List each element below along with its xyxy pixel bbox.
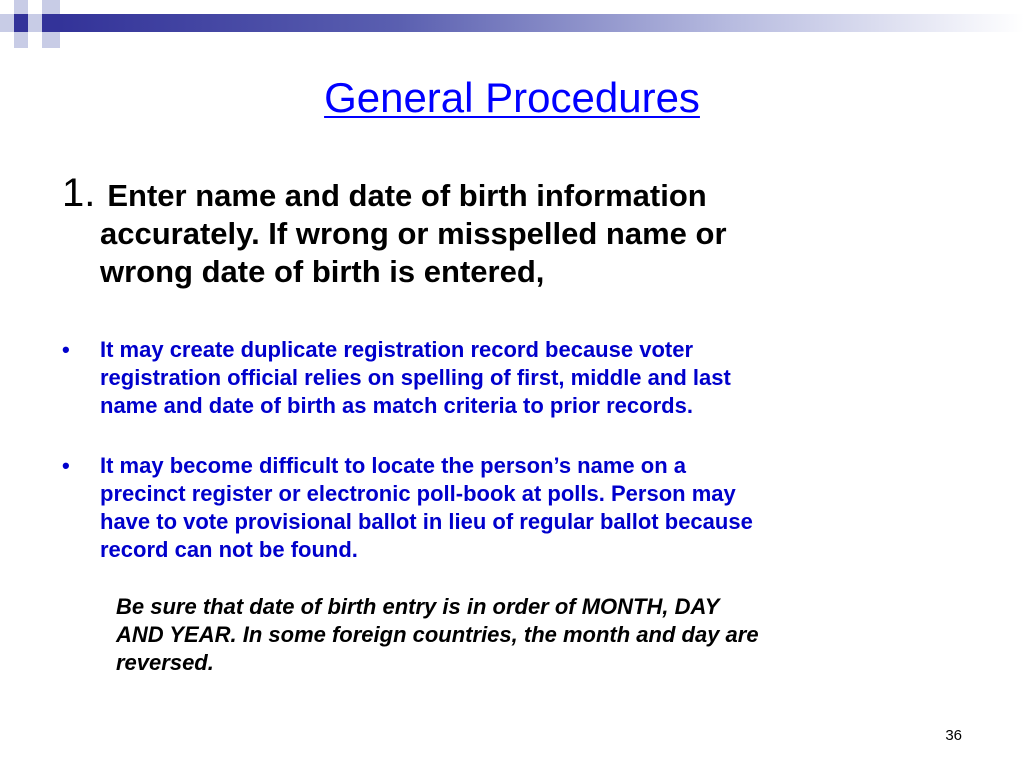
- deco-square: [28, 14, 42, 32]
- bullet-item: [62, 452, 962, 564]
- deco-square: [14, 32, 28, 48]
- bullet-marker: •: [62, 453, 70, 478]
- bullet-text-line: record can not be found.: [100, 537, 358, 562]
- step-text-line: accurately. If wrong or misspelled name or: [100, 216, 727, 251]
- header-gradient-bar: [60, 14, 1024, 32]
- step-number: 1.: [62, 171, 96, 215]
- deco-square: [14, 0, 28, 14]
- bullet-text-line: precinct register or electronic poll-book at polls. Person may: [100, 481, 736, 506]
- note-line: reversed.: [116, 650, 214, 675]
- bullet-text-line: It may become difficult to locate the person’s name on a: [100, 453, 686, 478]
- deco-square: [14, 14, 28, 32]
- step-1: [62, 171, 962, 291]
- note-paragraph: [116, 593, 956, 677]
- bullet-text-line: registration official relies on spelling of first, middle and last: [100, 365, 731, 390]
- step-text-line: Enter name and date of birth information: [107, 178, 707, 213]
- note-line: Be sure that date of birth entry is in order of MONTH, DAY: [116, 594, 720, 619]
- bullet-text-line: It may create duplicate registration record because voter: [100, 337, 694, 362]
- page-number: 36: [945, 727, 962, 744]
- bullet-marker: •: [62, 337, 70, 362]
- deco-square: [28, 0, 42, 14]
- page-title: General Procedures: [324, 74, 700, 121]
- deco-square: [0, 14, 14, 32]
- bullet-text-line: name and date of birth as match criteria to prior records.: [100, 393, 693, 418]
- step-first-line: [62, 171, 962, 215]
- deco-square: [42, 0, 60, 14]
- note-line: AND YEAR. In some foreign countries, the month and day are: [116, 622, 759, 647]
- header-decoration: [0, 0, 1024, 50]
- deco-square: [42, 32, 60, 48]
- deco-square: [42, 14, 60, 32]
- step-text-line: wrong date of birth is entered,: [100, 254, 545, 289]
- bullet-text-line: have to vote provisional ballot in lieu of regular ballot because: [100, 509, 753, 534]
- bullet-item: [62, 336, 962, 420]
